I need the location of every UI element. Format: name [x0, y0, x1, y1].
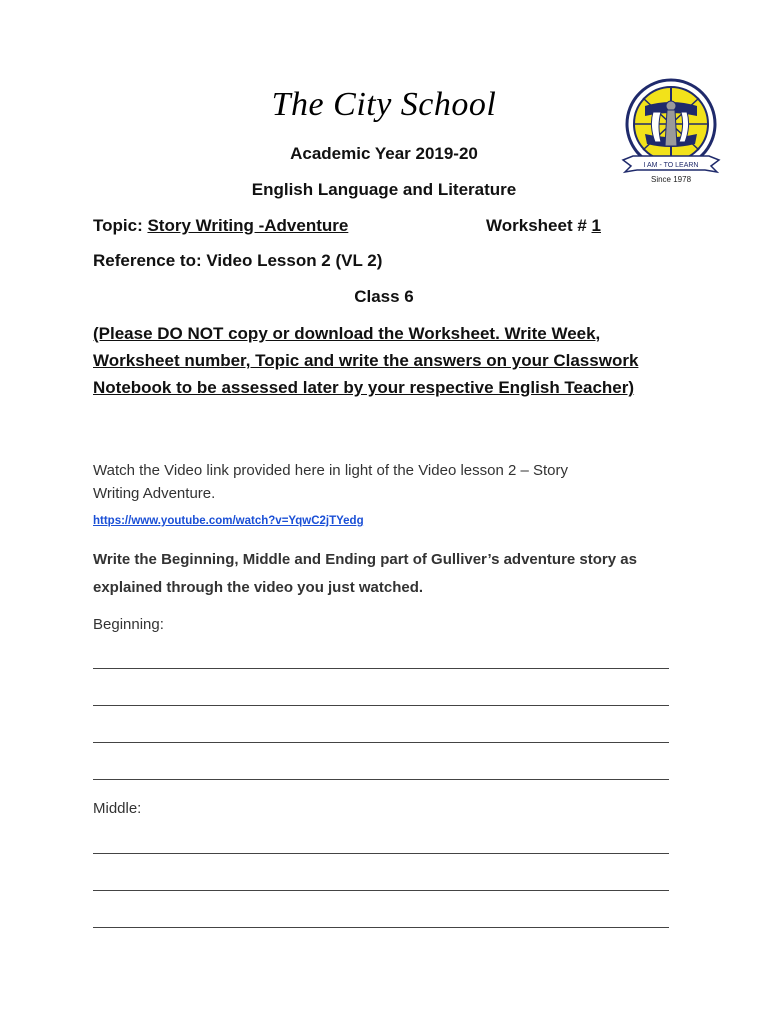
worksheet-label: Worksheet # — [486, 216, 592, 235]
task-instruction-line-1: Write the Beginning, Middle and Ending part of Gulliver’s adventure story as — [93, 551, 637, 568]
beginning-answer-line-3[interactable] — [93, 742, 669, 743]
reference-line: Reference to: Video Lesson 2 (VL 2) — [93, 251, 383, 270]
school-logo — [621, 76, 721, 186]
watch-instruction-line-2: Writing Adventure. — [93, 485, 216, 502]
class-heading: Class 6 — [354, 287, 414, 306]
school-name-title: The City School — [271, 86, 497, 123]
notice-line-3: Notebook to be assessed later by your respective English Teacher) — [93, 378, 635, 397]
notice-line-2: Worksheet number, Topic and write the answers on your Classwork — [93, 351, 639, 370]
topic-line — [93, 216, 348, 236]
subject-heading: English Language and Literature — [251, 180, 517, 199]
beginning-answer-line-2[interactable] — [93, 705, 669, 706]
middle-label: Middle: — [93, 800, 142, 817]
middle-answer-line-3[interactable] — [93, 927, 669, 928]
academic-year: Academic Year 2019-20 — [290, 144, 478, 163]
worksheet-number: 1 — [591, 216, 601, 235]
watch-instruction-line-1: Watch the Video link provided here in light of the Video lesson 2 – Story — [93, 462, 569, 479]
notice-line-1: (Please DO NOT copy or download the Worksheet. Write Week, — [93, 324, 601, 343]
topic-label: Topic: — [93, 216, 148, 235]
logo-banner-text: I AM - TO LEARN — [643, 162, 699, 169]
worksheet-number-line — [486, 216, 601, 236]
beginning-label: Beginning: — [93, 616, 164, 633]
school-crest-icon — [621, 76, 721, 186]
video-link[interactable]: https://www.youtube.com/watch?v=YqwC2jTYedg — [93, 515, 364, 527]
middle-answer-line-2[interactable] — [93, 890, 669, 891]
middle-answer-line-1[interactable] — [93, 853, 669, 854]
beginning-answer-line-1[interactable] — [93, 668, 669, 669]
topic-value: Story Writing -Adventure — [147, 216, 349, 235]
beginning-answer-line-4[interactable] — [93, 779, 669, 780]
logo-since-text: Since 1978 — [650, 175, 692, 184]
task-instruction-line-2: explained through the video you just watched. — [93, 579, 424, 596]
